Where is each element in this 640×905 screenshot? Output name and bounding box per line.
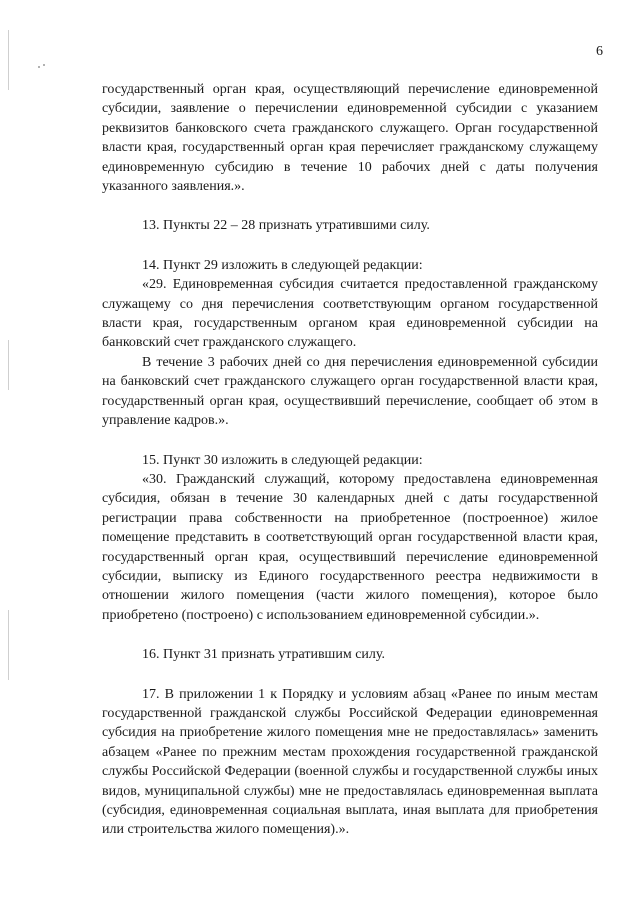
paragraph-item-14: 14. Пункт 29 изложить в следующей редакции:: [142, 257, 423, 273]
document-body: [102, 80, 598, 840]
paragraph-item-15: 15. Пункт 30 изложить в следующей редакции:: [142, 452, 423, 468]
paragraph-item-17: 17. В приложении 1 к Порядку и условиям абзац «Ранее по иным местам государственной гражданской службы Российской Федерации единовременная субсидия на приобретение жилого помещения мне не предоставлялась» заменить абзацем «Ранее по прежним местам прохождения государственной гражданской службы Российской Федерации (военной службы и государственной службы иных видов, муниципальной службы) мне не предоставлялась единовременная выплата (субсидия, единовременная социальная выплата, иная выплата для приобретения или строительства жилого помещения).».: [102, 686, 598, 838]
page-number: 6: [596, 44, 603, 59]
paragraph-item-16: 16. Пункт 31 признать утратившим силу.: [142, 647, 385, 663]
scan-edge-mark: [8, 610, 9, 680]
paragraph-continuation: государственный орган края, осуществляющий перечисление единовременной субсидии, заявление о перечислении единовременной субсидии с указанием реквизитов банковского счета гражданского служащего. Орган государственной власти края, государственный орган края перечисляет гражданскому служащему единовременную субсидию в течение 10 рабочих дней с даты получения указанного заявления.».: [102, 82, 598, 195]
scan-dot: [43, 64, 45, 66]
paragraph-item-14-text-2: В течение 3 рабочих дней со дня перечисления единовременной субсидии на банковский счет гражданского служащего орган государственной власти края, государственный орган края, осуществивший перечисление, сообщает об этом в управление кадров.».: [102, 354, 598, 429]
scan-dot: [38, 66, 40, 68]
paragraph-item-14-text: «29. Единовременная субсидия считается предоставленной гражданскому служащему со дня перечисления соответствующим органом государственной власти края, государственным органом края единовременной субсидии на банковский счет гражданского служащего.: [102, 277, 598, 351]
scan-edge-mark: [8, 340, 9, 390]
scan-edge-mark: [8, 30, 9, 90]
paragraph-item-15-text: «30. Гражданский служащий, которому предоставлена единовременная субсидия, обязан в течение 30 календарных дней с даты государственной регистрации права собственности на приобретенное (построенное) жилое помещение представить в соответствующий орган государственной власти края, государственный орган края, осуществивший перечисление единовременной субсидии, выписку из Единого государственного реестра недвижимости в отношении жилого помещения (части жилого помещения), которое было приобретено (построено) с использованием единовременной субсидии.».: [102, 471, 598, 623]
paragraph-item-13: 13. Пункты 22 – 28 признать утратившими силу.: [142, 218, 430, 234]
